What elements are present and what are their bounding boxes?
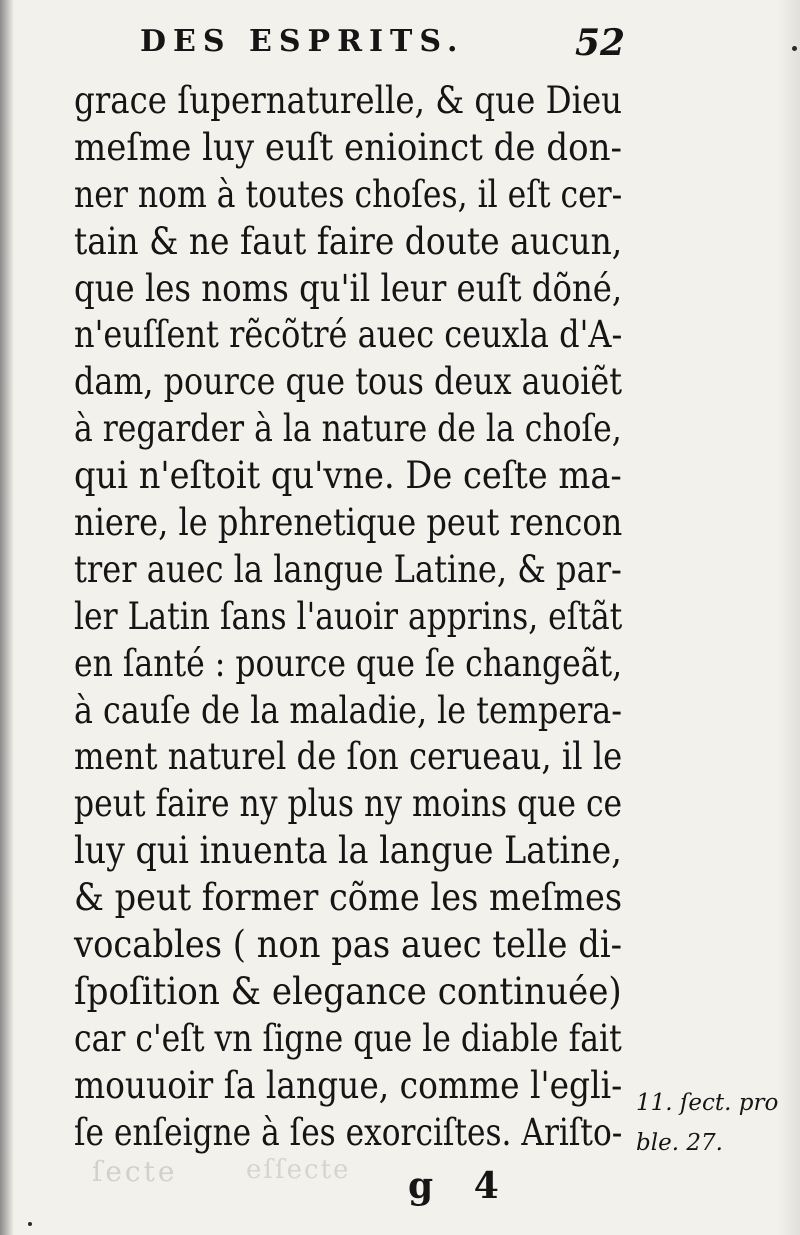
- text-line: en ſanté : pource que ſe changeãt,: [74, 641, 623, 685]
- text-line: ner nom à toutes choſes, il eſt cer-: [74, 172, 623, 216]
- text-line: ment naturel de ſon cerueau, il le: [74, 735, 623, 779]
- show-through-text: eſſecte: [246, 1155, 351, 1185]
- text-line: vocables ( non pas auec telle di-: [74, 923, 623, 967]
- margin-note-reference-cont: ble. 27.: [636, 1130, 723, 1156]
- text-line: niere, le phrenetique peut rencon: [74, 501, 623, 545]
- show-through-text: ſecte: [92, 1155, 178, 1188]
- text-line: ler Latin ſans l'auoir apprins, eſtãt: [74, 594, 623, 638]
- text-line: mouuoir ſa langue, comme l'egli-: [74, 1063, 623, 1107]
- signature-mark: g 4: [408, 1165, 513, 1207]
- text-line: ſpoſition & elegance continuée): [74, 969, 622, 1013]
- body-text: [74, 78, 634, 1156]
- text-line: & peut former cõme les meſmes: [74, 876, 623, 920]
- ink-speck: [28, 1222, 32, 1226]
- text-line: ſe enſeigne à ſes exorciſtes. Ariſto-: [74, 1110, 623, 1154]
- text-line: grace ſupernaturelle, & que Dieu: [74, 79, 623, 122]
- page-edge-shadow: [778, 0, 800, 1235]
- text-line: à cauſe de la maladie, le tempera-: [74, 688, 622, 732]
- text-line: n'euſſent rẽcõtré auec ceuxla d'A-: [74, 313, 623, 357]
- margin-note-reference: 11. ſect. pro: [636, 1090, 779, 1116]
- text-line: tain & ne faut faire doute aucun,: [74, 219, 623, 263]
- binding-edge: [0, 0, 14, 1235]
- text-line: peut faire ny plus ny moins que ce: [74, 782, 623, 826]
- text-line: luy qui inuenta la langue Latine,: [74, 829, 622, 873]
- text-line: meſme luy euſt enioinct de don-: [74, 125, 622, 169]
- running-head: DES ESPRITS.: [140, 24, 465, 59]
- text-line: dam, pource que tous deux auoiẽt: [74, 360, 622, 404]
- text-line: que les noms qu'il leur euſt dõné,: [74, 266, 623, 310]
- text-line: car c'eſt vn ſigne que le diable fait: [74, 1016, 622, 1060]
- page-number: 52: [575, 22, 626, 64]
- ink-speck: [792, 46, 797, 51]
- text-line: trer auec la langue Latine, & par-: [74, 547, 622, 591]
- text-line: qui n'eſtoit qu'vne. De ceſte ma-: [74, 454, 622, 498]
- text-line: à regarder à la nature de la choſe,: [74, 407, 622, 451]
